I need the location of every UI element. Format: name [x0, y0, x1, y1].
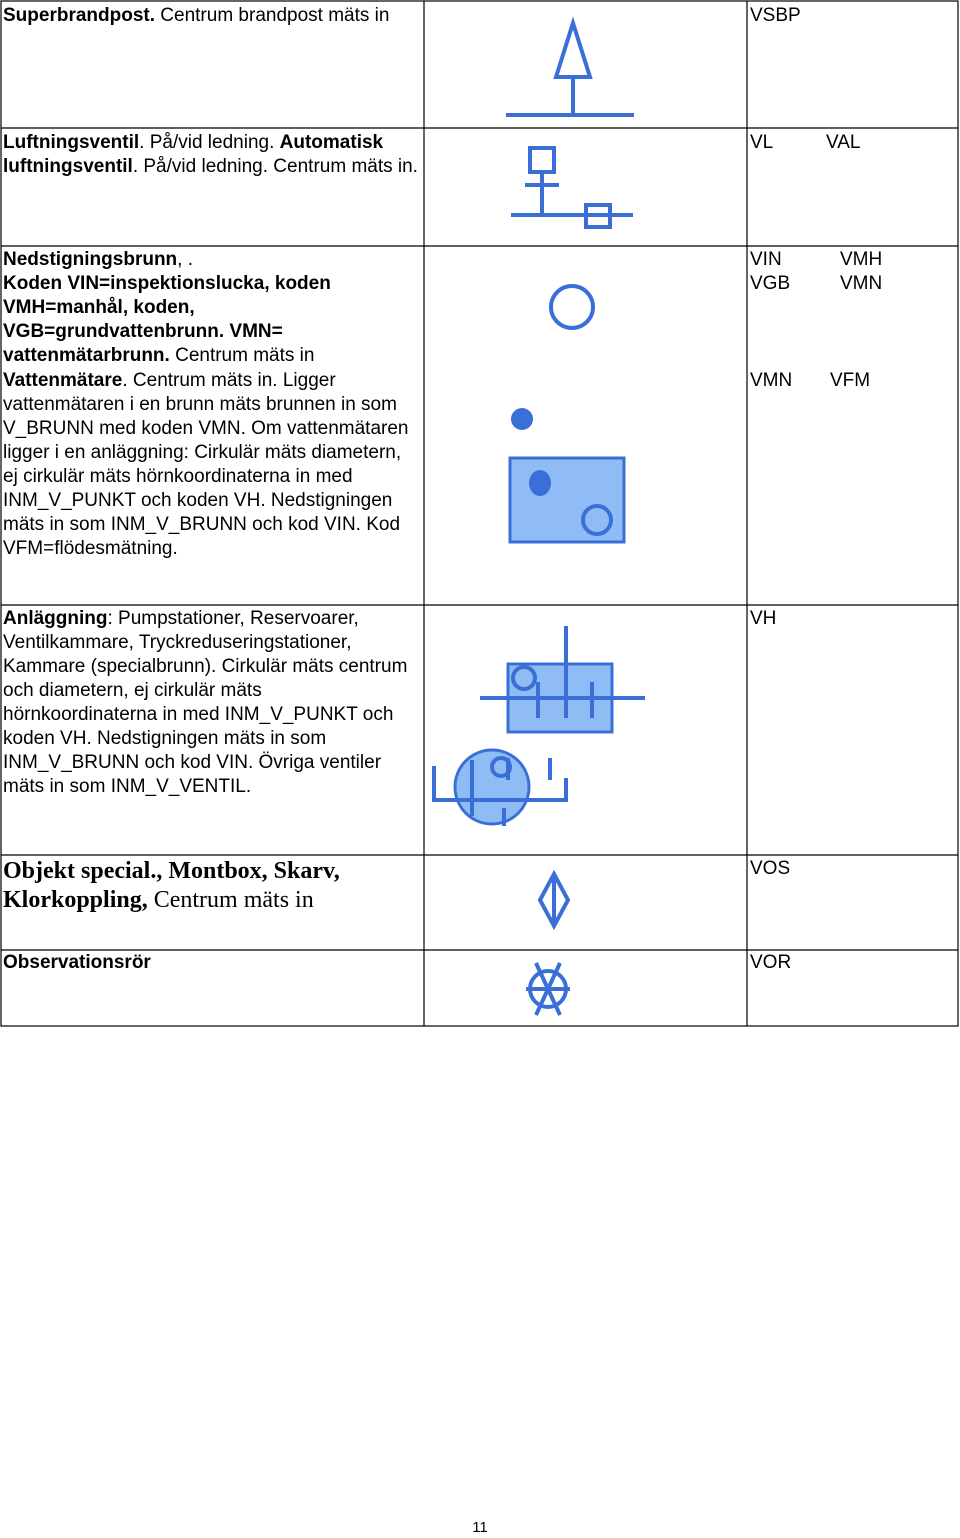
water-meter-symbol: [505, 400, 630, 545]
code-value: VGB: [750, 273, 791, 294]
fire-hydrant-symbol: [500, 15, 640, 120]
code-value: VOS: [750, 858, 791, 879]
code-value: VH: [750, 608, 777, 629]
row-note: Centrum brandpost mäts in: [155, 5, 390, 26]
code-value: VMH: [840, 249, 883, 270]
row-description: Nedstigningsbrunn, . Koden VIN=inspektionslucka, koden VMH=manhål, koden, VGB=grundvattenbrunn. VMN= vattenmätarbrunn. Centrum mäts in: [3, 249, 331, 366]
row-description: Objekt special., Montbox, Skarv, Klorkoppling, Centrum mäts in: [3, 858, 340, 913]
code-value: VMN: [750, 370, 793, 391]
row-title: Superbrandpost.: [3, 5, 156, 26]
code-value: VFM: [830, 370, 871, 391]
code-value: VIN: [750, 249, 782, 270]
code-value: VL: [750, 132, 774, 153]
row-description: Observationsrör: [3, 952, 151, 973]
page-number: 11: [472, 1519, 488, 1536]
manhole-symbol: [545, 280, 600, 335]
observation-pipe-symbol: [523, 958, 573, 1016]
row-description: Luftningsventil. På/vid ledning. Automatisk luftningsventil. På/vid ledning. Centrum mäts in.: [3, 132, 418, 177]
row-description: Vattenmätare. Centrum mäts in. Ligger vattenmätaren i en brunn mäts brunnen in som V_BRUNN med koden VMN. Om vattenmätaren ligger i en anläggning: Cirkulär mäts diametern, ej cirkulär mäts hörnkoordinaterna in med INM_V_PUNKT och koden VH. Nedstigningen mäts in som INM_V_BRUNN och kod VIN. Kod VFM=flödesmätning.: [3, 370, 409, 559]
special-object-symbol: [535, 870, 575, 930]
code-value: VSBP: [750, 5, 801, 26]
row-description: Anläggning: Pumpstationer, Reservoarer, Ventilkammare, Tryckreduseringstationer, Kammare (specialbrunn). Cirkulär mäts centrum och diametern, ej cirkulär mäts hörnkoordinaterna in med INM_V_PUNKT och koden VH. Nedstigningen mäts in som INM_V_BRUNN och kod VIN. Övriga ventiler mäts in som INM_V_VENTIL.: [3, 608, 408, 797]
code-value: VOR: [750, 952, 792, 973]
row-description: [3, 4, 418, 28]
code-value: VAL: [826, 132, 861, 153]
code-value: VMN: [840, 273, 883, 294]
facility-symbol: [430, 620, 650, 830]
air-valve-symbol: [505, 140, 640, 235]
